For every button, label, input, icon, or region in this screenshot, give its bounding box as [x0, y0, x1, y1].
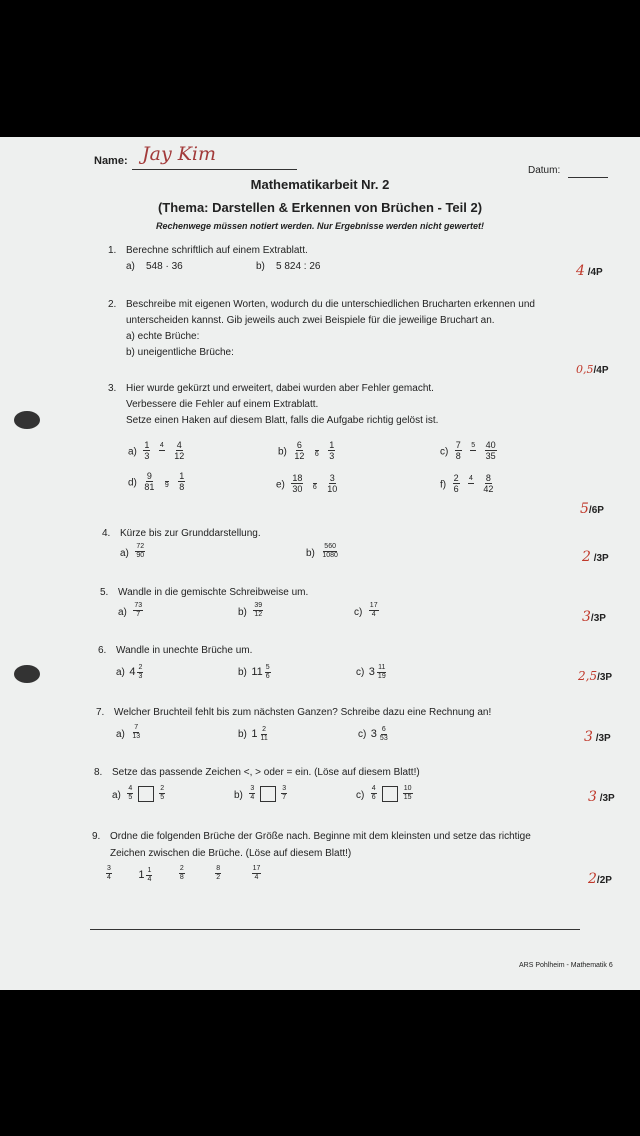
name-label: Name: — [94, 155, 128, 167]
binder-hole-top — [14, 411, 40, 429]
q1a-label: a) — [126, 261, 135, 272]
q5b-item: b) $\frac{39}{12}$ — [238, 602, 263, 619]
q8a-item: a) $\frac{4}{5}$ $\frac{2}{5}$ — [112, 785, 165, 802]
q2-line1: Beschreibe mit eigenen Worten, wodurch du die unterschiedlichen Brucharten erkennen und — [126, 299, 535, 310]
binder-hole-bottom — [14, 665, 40, 683]
q6a-item: a) 4 $\frac{2}{3}$ — [116, 663, 143, 680]
footer-text: ARS Pohlheim - Mathematik 6 — [519, 962, 613, 969]
name-line — [132, 169, 297, 170]
q5-text: Wandle in die gemischte Schreibweise um. — [118, 587, 309, 598]
q5-score: 3/3P — [582, 609, 606, 625]
q8-text: Setze das passende Zeichen <, > oder = ein. (Löse auf diesem Blatt!) — [112, 767, 420, 778]
q2-number: 2. — [108, 299, 117, 310]
q9-score: 2/2P — [588, 871, 612, 887]
q7-text: Welcher Bruchteil fehlt bis zum nächsten Ganzen? Schreibe dazu eine Rechnung an! — [114, 707, 492, 718]
q3-line2: Verbessere die Fehler auf einem Extrablatt. — [126, 399, 319, 410]
page-subtitle: (Thema: Darstellen & Erkennen von Brüchen - Teil 2) — [157, 200, 483, 215]
q5c-item: c) $\frac{17}{4}$ — [354, 602, 378, 619]
q8c-item: c) $\frac{4}{6}$ $\frac{10}{15}$ — [356, 785, 412, 802]
q7-score: 3 /3P — [584, 729, 611, 745]
q6b-item: b) 11 $\frac{5}{6}$ — [238, 663, 270, 680]
q3a-item: a) $\frac{1}{3}$ 4 $\frac{4}{12}$ — [128, 440, 185, 461]
page-title: Mathematikarbeit Nr. 2 — [250, 177, 390, 192]
q7a-item: a) $\frac{7}{13}$ — [116, 724, 141, 741]
q4a-item: a) $\frac{72}{90}$ — [120, 543, 145, 560]
q3c-item: c) $\frac{7}{8}$ 5 $\frac{40}{35}$ — [440, 440, 496, 461]
q8-number: 8. — [94, 767, 103, 778]
q2b: b) uneigentliche Brüche: — [126, 347, 234, 358]
q6-number: 6. — [98, 645, 107, 656]
q1-score: 4 /4P — [576, 263, 603, 279]
q7c-item: c) 3 $\frac{6}{53}$ — [358, 725, 388, 742]
footer-rule — [90, 929, 580, 930]
q9-fractions: $\frac{3}{4}$ 1 $\frac{1}{4}$ $\frac{2}{8}$ $\frac{8}{2}$ $\frac{17}{4}$ — [107, 865, 261, 883]
q3-number: 3. — [108, 383, 117, 394]
q6-score: 2,5/3P — [578, 669, 613, 683]
instruction-note: Rechenwege müssen notiert werden. Nur Ergebnisse werden nicht gewertet! — [155, 221, 485, 231]
q3f-item: f) $\frac{2}{6}$ 4 $\frac{8}{42}$ — [440, 473, 494, 494]
worksheet-page — [0, 137, 640, 990]
q6c-item: c) 3 $\frac{11}{19}$ — [356, 663, 386, 680]
q8-score: 3 /3P — [588, 789, 615, 805]
q4-text: Kürze bis zur Grunddarstellung. — [120, 528, 261, 539]
q3b-item: b) $\frac{6}{12}$ 6 $\frac{1}{3}$ — [278, 440, 335, 461]
q2a: a) echte Brüche: — [126, 331, 200, 342]
q1a-task: 548 · 36 — [146, 261, 183, 272]
q9-line2: Zeichen zwischen die Brüche. (Löse auf diesem Blatt!) — [110, 848, 352, 859]
q5a-item: a) $\frac{73}{7}$ — [118, 602, 143, 619]
q4-score: 2 /3P — [582, 549, 609, 565]
q2-score: 0,5/4P — [576, 363, 609, 376]
q1-text: Berechne schriftlich auf einem Extrablatt. — [126, 245, 308, 256]
q3e-item: e) $\frac{18}{30}$ 6 $\frac{3}{10}$ — [276, 473, 338, 494]
q1b-task: 5 824 : 26 — [276, 261, 321, 272]
q9-number: 9. — [92, 831, 101, 842]
q1-number: 1. — [108, 245, 117, 256]
q7b-item: b) 1 $\frac{2}{11}$ — [238, 725, 268, 742]
q4b-item: b) $\frac{560}{1080}$ — [306, 543, 338, 560]
q3d-item: d) $\frac{9}{81}$ 9 $\frac{1}{8}$ — [128, 471, 185, 492]
q1b-label: b) — [256, 261, 265, 272]
date-label: Datum: — [528, 165, 561, 176]
q6-text: Wandle in unechte Brüche um. — [116, 645, 253, 656]
q8b-item: b) $\frac{3}{4}$ $\frac{3}{7}$ — [234, 785, 287, 802]
student-name: Jay Kim — [142, 143, 217, 165]
q7-number: 7. — [96, 707, 105, 718]
q3-line1: Hier wurde gekürzt und erweitert, dabei wurden aber Fehler gemacht. — [126, 383, 434, 394]
q8c-answer-box[interactable] — [382, 786, 398, 802]
q8b-answer-box[interactable] — [260, 786, 276, 802]
q8a-answer-box[interactable] — [138, 786, 154, 802]
q3-score: 5/6P — [580, 501, 604, 517]
q3-line3: Setze einen Haken auf diesem Blatt, falls die Aufgabe richtig gelöst ist. — [126, 415, 439, 426]
q2-line2: unterscheiden kannst. Gib jeweils auch zwei Beispiele für die jeweilige Bruchart an. — [126, 315, 495, 326]
q4-number: 4. — [102, 528, 111, 539]
q9-line1: Ordne die folgenden Brüche der Größe nach. Beginne mit dem kleinsten und setze das richtige — [110, 831, 531, 842]
q5-number: 5. — [100, 587, 109, 598]
